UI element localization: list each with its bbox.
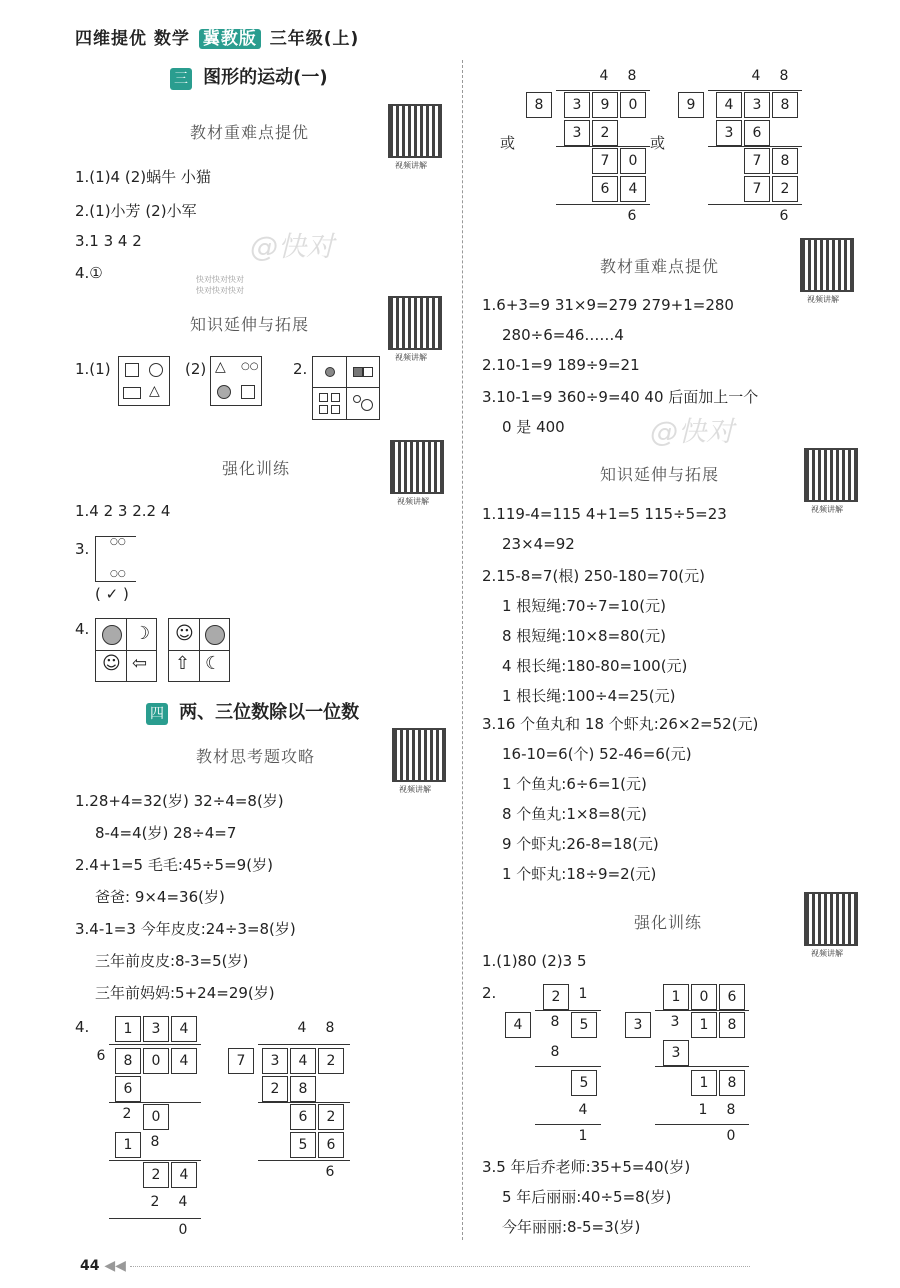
digit: 4: [290, 1048, 316, 1074]
digit: 2: [772, 176, 798, 202]
digit: 1: [691, 1012, 717, 1038]
answer-line: 3.4-1=3 今年皮皮:24÷3=8(岁): [75, 920, 296, 938]
division-line: [535, 1124, 601, 1125]
dots-icon: ○○: [110, 537, 126, 547]
digit: 0: [620, 148, 646, 174]
subtitle-key-points: 教材重难点提优: [190, 123, 310, 142]
digit: 3: [143, 1016, 169, 1042]
qr-label: 视频讲解: [397, 497, 429, 506]
digit: 6: [719, 984, 745, 1010]
digit: 8: [719, 1070, 745, 1096]
section-title: 图形的运动(一): [203, 67, 328, 88]
header-suffix: 三年级(上): [269, 29, 360, 49]
division-line: [258, 1160, 350, 1161]
division-bar: [708, 90, 802, 91]
answer-line: 1.(1)4 (2)蜗牛 小猫: [75, 168, 211, 186]
column-divider: [462, 60, 463, 1240]
digit: 1: [578, 1128, 588, 1144]
circle-icon: [361, 399, 373, 411]
answer-check: ( ✓ ): [95, 585, 129, 603]
section-3-title: [170, 63, 328, 90]
answer-line: 3.16 个鱼丸和 18 个虾丸:26×2=52(元): [482, 715, 759, 733]
figure-shapes-1: [118, 356, 170, 406]
digit: 6: [592, 176, 618, 202]
watermark-line: 快对快对快对: [196, 275, 244, 284]
subtitle-extension: 知识延伸与拓展: [190, 315, 310, 334]
digit: 6: [325, 1164, 335, 1180]
digit: 3: [670, 1014, 680, 1030]
answer-line: 9 个虾丸:26-8=18(元): [502, 835, 659, 853]
digit: 2: [592, 120, 618, 146]
division-bar: [655, 1010, 749, 1011]
qr-label: 视频讲解: [807, 295, 839, 304]
square-icon: [331, 393, 340, 402]
division-bar: [556, 90, 650, 91]
digit: 2: [262, 1076, 288, 1102]
subtitle-key-points: 教材重难点提优: [600, 257, 720, 276]
answer-line: 1.119-4=115 4+1=5 115÷5=23: [482, 505, 727, 523]
grid-line: [346, 357, 347, 419]
answer-line: 2.15-8=7(根) 250-180=70(元): [482, 567, 705, 585]
digit: 4: [178, 1194, 188, 1210]
answer-line: 爸爸: 9×4=36(岁): [95, 888, 225, 906]
page-header: [75, 24, 359, 49]
answer-line: (2): [185, 360, 207, 378]
filled-circle-icon: [102, 625, 122, 645]
figure-tile-b: [168, 618, 230, 682]
moon-icon: ☾: [205, 653, 222, 674]
digit: 2: [122, 1106, 132, 1122]
header-prefix: 四维提优 数学: [75, 29, 190, 49]
answer-line: 8 根短绳:10×8=80(元): [502, 627, 666, 645]
qr-label: 视频讲解: [811, 949, 843, 958]
digit: 9: [592, 92, 618, 118]
division-bar: [258, 1044, 350, 1045]
digit: 8: [550, 1014, 560, 1030]
filled-circle-icon: [205, 625, 225, 645]
digit: 8: [772, 92, 798, 118]
division-line: [556, 204, 650, 205]
digit: 1: [115, 1016, 141, 1042]
square-icon: [331, 405, 340, 414]
answer-line: 2.: [293, 360, 308, 378]
digit: 0: [178, 1222, 188, 1238]
digit: 8: [325, 1020, 335, 1036]
digit: 7: [744, 176, 770, 202]
division-line: [109, 1160, 201, 1161]
digit: 6: [318, 1132, 344, 1158]
digit: 1: [698, 1102, 708, 1118]
digit: 8: [779, 68, 789, 84]
digit: 6: [627, 208, 637, 224]
answer-line: 1 根长绳:100÷4=25(元): [502, 687, 676, 705]
answer-line: 0 是 400: [502, 418, 565, 436]
grid-line: [313, 387, 379, 388]
smile-icon: ☺: [102, 653, 121, 674]
subtitle-training: 强化训练: [222, 459, 291, 478]
answer-line: 3.1 3 4 2: [75, 232, 142, 250]
square-icon: [319, 393, 328, 402]
page-number-text: 44: [80, 1258, 100, 1274]
digit: 0: [620, 92, 646, 118]
moon-icon: ☽: [134, 623, 151, 644]
long-division-a: [520, 62, 650, 232]
digit: 8: [627, 68, 637, 84]
watermark-text: [196, 274, 244, 296]
answer-line: 3.5 年后乔老师:35+5=40(岁): [482, 1158, 691, 1176]
digit: 4: [716, 92, 742, 118]
answer-line: 三年前妈妈:5+24=29(岁): [95, 984, 275, 1002]
qr-code[interactable]: [390, 440, 444, 494]
qr-label: 视频讲解: [395, 161, 427, 170]
digit: 3: [262, 1048, 288, 1074]
answer-line: 3.: [75, 540, 90, 558]
digit: 3: [663, 1040, 689, 1066]
answer-line: 23×4=92: [502, 535, 575, 553]
digit: 0: [726, 1128, 736, 1144]
digit: 3: [625, 1012, 651, 1038]
answer-line: 2.: [482, 984, 497, 1002]
long-division-b: [672, 62, 802, 232]
division-line: [655, 1066, 749, 1067]
division-line: [109, 1218, 201, 1219]
division-line: [258, 1102, 350, 1103]
qr-code[interactable]: [388, 104, 442, 158]
digit: 3: [564, 92, 590, 118]
digit: 1: [578, 986, 588, 1002]
division-line: [109, 1102, 201, 1103]
section-title: 两、三位数除以一位数: [179, 702, 360, 723]
qr-label: 视频讲解: [399, 785, 431, 794]
qr-label: 视频讲解: [811, 505, 843, 514]
division-line: [708, 146, 802, 147]
digit: 4: [751, 68, 761, 84]
digit: 4: [505, 1012, 531, 1038]
digit: 4: [171, 1162, 197, 1188]
section-4-title: [146, 698, 359, 725]
arrow-left-icon: ⇦: [132, 653, 148, 674]
answer-line: 1 个鱼丸:6÷6=1(元): [502, 775, 647, 793]
division-line: [655, 1124, 749, 1125]
long-division-e: [230, 1014, 350, 1184]
digit: 8: [772, 148, 798, 174]
digit: 1: [115, 1132, 141, 1158]
digit: 5: [571, 1012, 597, 1038]
subtitle-training: 强化训练: [634, 913, 703, 932]
or-label: 或: [650, 134, 666, 152]
digit: 2: [143, 1162, 169, 1188]
answer-line: 2.10-1=9 189÷9=21: [482, 356, 640, 374]
answer-line: 4.①: [75, 264, 103, 282]
rectangle-icon: [123, 387, 141, 399]
triangle-icon: △: [149, 383, 160, 399]
answer-line: 4 根长绳:180-80=100(元): [502, 657, 688, 675]
digit: 2: [318, 1048, 344, 1074]
long-division-f: [505, 982, 605, 1152]
answer-line: 三年前皮皮:8-3=5(岁): [95, 952, 249, 970]
answer-line: 4.: [75, 620, 90, 638]
figure-tile-a: [95, 618, 157, 682]
dot-icon: [325, 367, 335, 377]
square-icon: [363, 367, 373, 377]
digit: 8: [115, 1048, 141, 1074]
answer-line: 8 个鱼丸:1×8=8(元): [502, 805, 647, 823]
answer-line: 2.4+1=5 毛毛:45÷5=9(岁): [75, 856, 273, 874]
footer-rule: [130, 1266, 750, 1267]
division-bar: [109, 1044, 201, 1045]
digit: 7: [592, 148, 618, 174]
circles-icon: ○○: [241, 361, 259, 372]
digit: 4: [171, 1048, 197, 1074]
square-icon: [125, 363, 139, 377]
digit: 2: [318, 1104, 344, 1130]
digit: 2: [150, 1194, 160, 1210]
grid-line: [169, 650, 229, 651]
qr-code[interactable]: [804, 448, 858, 502]
arrow-up-icon: ⇧: [175, 653, 191, 674]
smile-icon: ☺: [175, 623, 194, 644]
digit: 7: [744, 148, 770, 174]
page-number: 44 ◀◀: [80, 1258, 126, 1274]
digit: 8: [719, 1012, 745, 1038]
answer-line: 今年丽丽:8-5=3(岁): [502, 1218, 641, 1236]
grid-line: [96, 650, 156, 651]
triangle-icon: △: [215, 359, 226, 375]
section-number: 三: [170, 68, 192, 90]
answer-line: 1.6+3=9 31×9=279 279+1=280: [482, 296, 734, 314]
digit: 3: [744, 92, 770, 118]
circle-icon: [353, 395, 361, 403]
digit: 2: [543, 984, 569, 1010]
digit: 6: [779, 208, 789, 224]
square-icon: [319, 405, 328, 414]
long-division-g: [625, 982, 750, 1152]
answer-line: 1 根短绳:70÷7=10(元): [502, 597, 666, 615]
qr-code[interactable]: [804, 892, 858, 946]
answer-line: 3.10-1=9 360÷9=40 40 后面加上一个: [482, 388, 759, 406]
digit: 0: [691, 984, 717, 1010]
subtitle-extension: 知识延伸与拓展: [600, 465, 720, 484]
long-division-c: [95, 1014, 215, 1239]
watermark-logo: @快对: [250, 230, 335, 263]
division-line: [556, 146, 650, 147]
answer-line: 16-10=6(个) 52-46=6(元): [502, 745, 692, 763]
answer-line: 1.(1)80 (2)3 5: [482, 952, 587, 970]
watermark-line: 快对快对快对: [196, 286, 244, 295]
answer-line: 1.4 2 3 2.2 4: [75, 502, 171, 520]
digit: 4: [171, 1016, 197, 1042]
answer-line: 1 个虾丸:18÷9=2(元): [502, 865, 657, 883]
qr-label: 视频讲解: [395, 353, 427, 362]
digit: 3: [716, 120, 742, 146]
circle-icon: [149, 363, 163, 377]
division-line: [535, 1066, 601, 1067]
digit: 8: [726, 1102, 736, 1118]
square-icon: [241, 385, 255, 399]
qr-code[interactable]: [388, 296, 442, 350]
digit: 6: [96, 1048, 106, 1064]
section-number: 四: [146, 703, 168, 725]
digit: 4: [620, 176, 646, 202]
answer-line: 280÷6=46……4: [502, 326, 624, 344]
digit: 6: [290, 1104, 316, 1130]
digit: 9: [678, 92, 704, 118]
digit: 4: [578, 1102, 588, 1118]
square-icon: [353, 367, 363, 377]
division-line: [708, 204, 802, 205]
digit: 0: [143, 1104, 169, 1130]
figure-shapes-2: [210, 356, 262, 406]
answer-line: 4.: [75, 1018, 90, 1036]
filled-circle-icon: [217, 385, 231, 399]
figure-bracket: [95, 536, 136, 582]
answer-line: 5 年后丽丽:40÷5=8(岁): [502, 1188, 672, 1206]
answer-line: 8-4=4(岁) 28÷4=7: [95, 824, 237, 842]
digit: 1: [691, 1070, 717, 1096]
dots-icon: ○○: [110, 569, 126, 579]
answer-line: 2.(1)小芳 (2)小军: [75, 202, 197, 220]
figure-grid: [312, 356, 380, 420]
digit: 4: [297, 1020, 307, 1036]
digit: 1: [663, 984, 689, 1010]
digit: 5: [290, 1132, 316, 1158]
digit: 0: [143, 1048, 169, 1074]
digit: 7: [228, 1048, 254, 1074]
qr-code[interactable]: [800, 238, 854, 292]
subtitle-thinking: 教材思考题攻略: [196, 747, 316, 766]
digit: 8: [290, 1076, 316, 1102]
edition-tag: 冀教版: [199, 29, 261, 49]
or-label: 或: [500, 134, 516, 152]
digit: 3: [564, 120, 590, 146]
answer-line: 1.28+4=32(岁) 32÷4=8(岁): [75, 792, 284, 810]
qr-code[interactable]: [392, 728, 446, 782]
digit: 8: [550, 1044, 560, 1060]
division-bar: [535, 1010, 601, 1011]
digit: 6: [744, 120, 770, 146]
digit: 8: [150, 1134, 160, 1150]
digit: 5: [571, 1070, 597, 1096]
digit: 6: [115, 1076, 141, 1102]
answer-line: 1.(1): [75, 360, 111, 378]
digit: 4: [599, 68, 609, 84]
watermark-logo: @快对: [650, 415, 735, 448]
digit: 8: [526, 92, 552, 118]
